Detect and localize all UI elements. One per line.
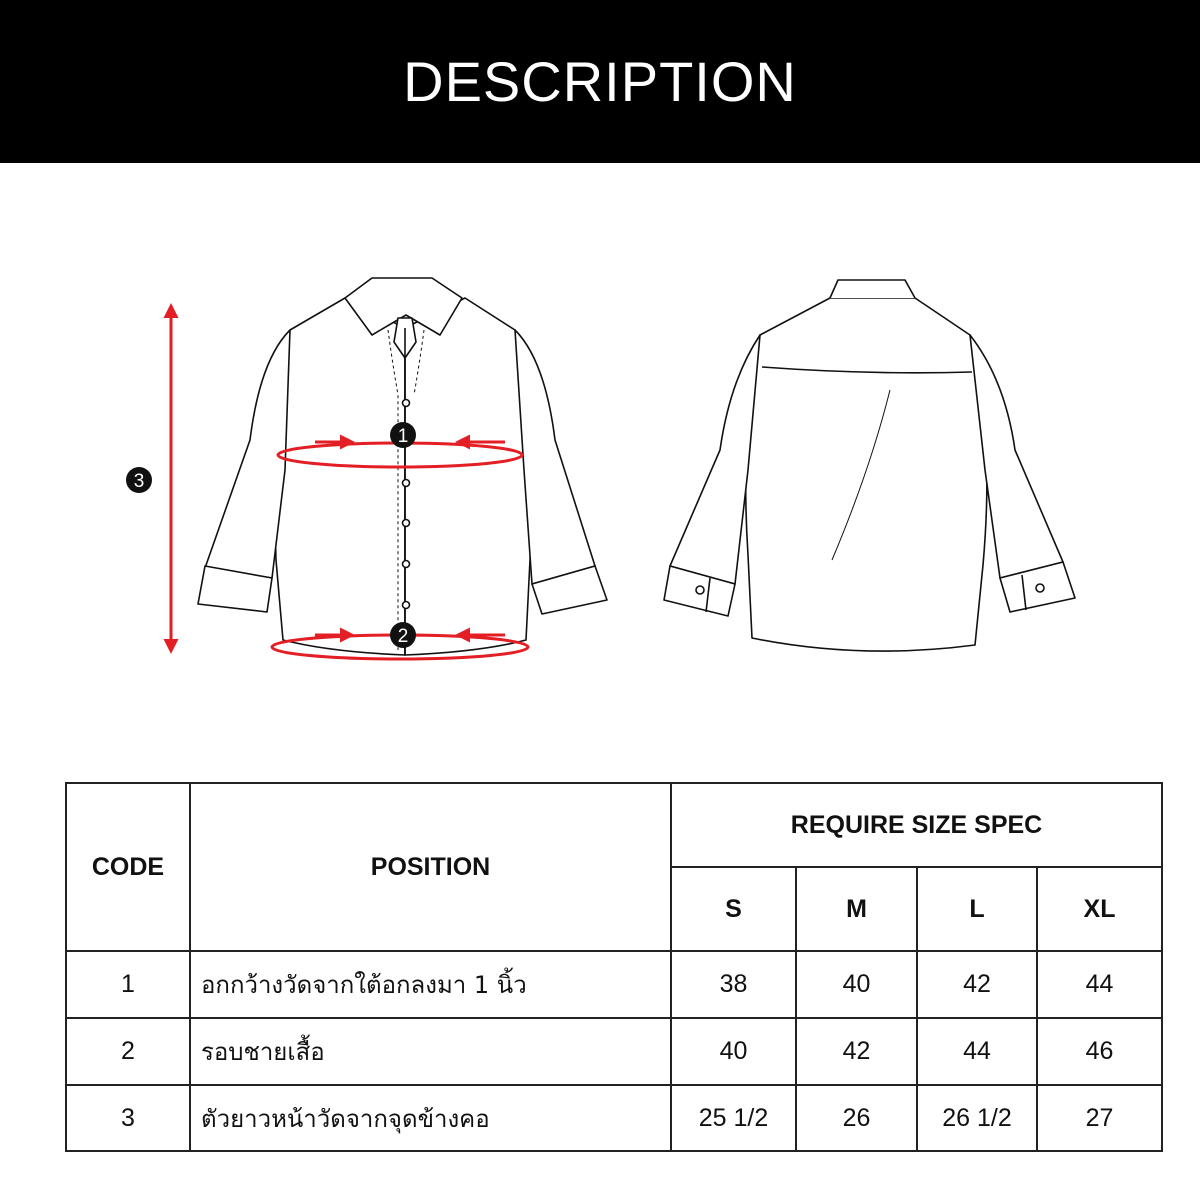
page-header	[0, 0, 1200, 163]
size-m-header: M	[796, 867, 917, 951]
row-value-m: 26	[796, 1085, 917, 1151]
row-position: รอบชายเสื้อ	[190, 1018, 671, 1085]
back-left-sleeve	[670, 335, 760, 584]
size-xl-header: XL	[1037, 867, 1162, 951]
row-value-l: 26 1/2	[917, 1085, 1037, 1151]
row-value-m: 40	[796, 951, 917, 1018]
marker-1	[390, 422, 416, 448]
svg-text:3: 3	[133, 471, 145, 492]
table-row	[66, 1018, 1162, 1085]
row-value-m: 42	[796, 1018, 917, 1085]
code-header: CODE	[66, 783, 190, 951]
row-position: อกกว้างวัดจากใต้อกลงมา 1 นิ้ว	[190, 951, 671, 1018]
size-l-header: L	[917, 867, 1037, 951]
back-collar	[830, 280, 915, 298]
row-position: ตัวยาวหน้าวัดจากจุดข้างคอ	[190, 1085, 671, 1151]
row-code: 2	[66, 1018, 190, 1085]
front-left-body	[275, 298, 405, 655]
row-value-s: 38	[671, 951, 796, 1018]
table-row	[66, 951, 1162, 1018]
size-spec-table	[65, 782, 1163, 1152]
row-value-s: 40	[671, 1018, 796, 1085]
marker-2	[390, 622, 416, 648]
row-value-xl: 27	[1037, 1085, 1162, 1151]
size-s-header: S	[671, 867, 796, 951]
position-header: POSITION	[190, 783, 671, 951]
row-code: 1	[66, 951, 190, 1018]
svg-text:1: 1	[397, 426, 409, 447]
back-shirt	[664, 280, 1075, 651]
shirt-diagram	[0, 163, 1200, 763]
row-value-s: 25 1/2	[671, 1085, 796, 1151]
back-body	[746, 298, 987, 651]
svg-text:2: 2	[397, 626, 409, 647]
front-right-body	[405, 298, 532, 655]
marker-3	[126, 467, 152, 493]
row-value-l: 44	[917, 1018, 1037, 1085]
row-code: 3	[66, 1085, 190, 1151]
row-value-xl: 44	[1037, 951, 1162, 1018]
row-value-l: 42	[917, 951, 1037, 1018]
page-title: DESCRIPTION	[403, 50, 797, 113]
spec-header: REQUIRE SIZE SPEC	[671, 783, 1162, 867]
row-value-xl: 46	[1037, 1018, 1162, 1085]
table-header-row	[66, 783, 1162, 867]
table-row	[66, 1085, 1162, 1151]
